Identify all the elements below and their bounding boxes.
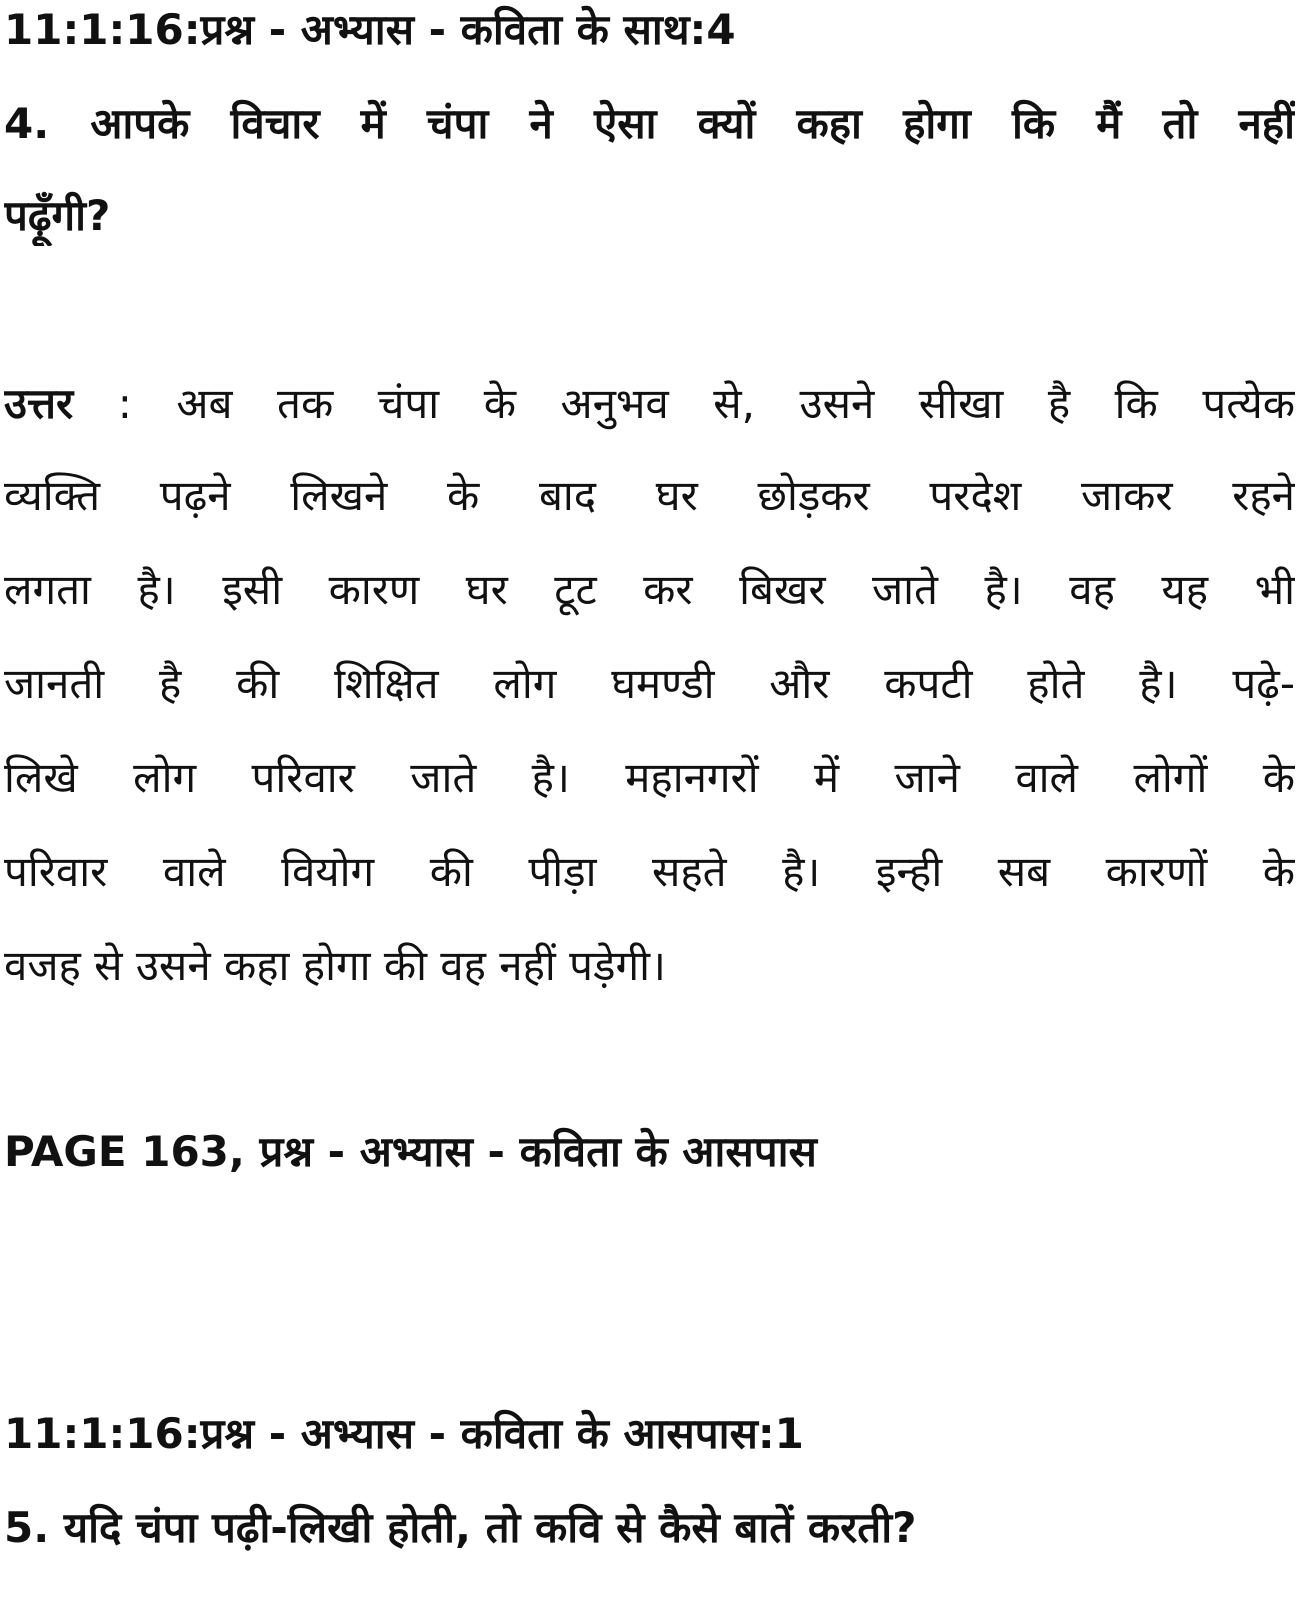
page-header: PAGE 163, प्रश्न - अभ्यास - कविता के आसपास [4,1127,817,1176]
answer-line-1-text: : अब तक चंपा के अनुभव से, उसने सीखा है कि पत्येक [117,379,1295,428]
answer-label: उत्तर [4,379,74,428]
answer-line-2: व्यक्ति पढ़ने लिखने के बाद घर छोड़कर परदेश जाकर रहने [4,471,1295,520]
answer-line-3: लगता है। इसी कारण घर टूट कर बिखर जाते है। वह यह भी [4,565,1295,614]
answer-line-1 [4,374,1295,434]
section-heading-1: 11:1:16:प्रश्न - अभ्यास - कविता के साथ:4 [4,5,736,54]
answer-line-5: लिखे लोग परिवार जाते है। महानगरों में जाने वाले लोगों के [4,753,1295,802]
answer-line-4: जानती है की शिक्षित लोग घमण्डी और कपटी होते है। पढ़े- [4,659,1295,708]
question-4-line-2: पढ़ूँगी? [4,191,111,240]
question-4-line-1: 4. आपके विचार में चंपा ने ऐसा क्यों कहा होगा कि मैं तो नहीं [4,99,1295,148]
answer-line-7: वजह से उसने कहा होगा की वह नहीं पड़ेगी। [4,941,666,990]
question-5: 5. यदि चंपा पढ़ी-लिखी होती, तो कवि से कैसे बातें करती? [4,1503,917,1552]
section-heading-2: 11:1:16:प्रश्न - अभ्यास - कविता के आसपास:1 [4,1409,804,1458]
answer-line-6: परिवार वाले वियोग की पीड़ा सहते है। इन्ही सब कारणों के [4,847,1295,896]
